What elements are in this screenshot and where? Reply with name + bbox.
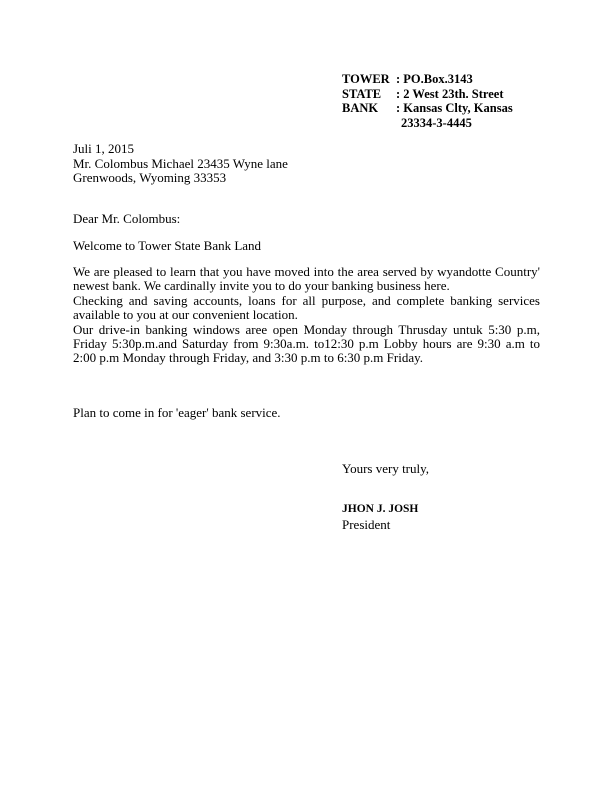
- sender-tower-label: TOWER: [342, 72, 390, 86]
- sender-state-label: STATE: [342, 86, 382, 101]
- sender-state-row: [342, 87, 513, 102]
- complimentary-close: Yours very truly,: [342, 461, 430, 476]
- sender-tower-row: [342, 72, 513, 87]
- sender-zip: 23334-3-4445: [401, 115, 472, 130]
- letter-date: Juli 1, 2015: [73, 141, 135, 156]
- body-paragraph-1: We are pleased to learn that you have moved into the area served by wyandotte Country' newest bank. We cardinally invite you to do your banking business here.: [73, 264, 540, 294]
- sender-bank-value: : Kansas Clty, Kansas: [396, 101, 513, 115]
- sender-address-block: [342, 72, 513, 130]
- sender-state-value: : 2 West 23th. Street: [396, 86, 504, 101]
- welcome-line: Welcome to Tower State Bank Land: [73, 238, 262, 253]
- recipient-name-address: Mr. Colombus Michael 23435 Wyne lane: [73, 155, 288, 171]
- body-paragraph-2: Checking and saving accounts, loans for all purpose, and complete banking services available to you at our convenient location.: [73, 292, 540, 323]
- signer-title: President: [342, 517, 391, 532]
- recipient-block: [73, 142, 288, 186]
- salutation: Dear Mr. Colombus:: [73, 211, 181, 226]
- sender-bank-label: BANK: [342, 101, 379, 115]
- closing-line: Plan to come in for 'eager' bank service.: [73, 405, 281, 420]
- sender-bank-row: [342, 101, 513, 116]
- body-paragraph-3: Our drive-in banking windows aree open Monday through Thrusday untuk 5:30 p.m, Friday 5:30p.m.and Saturday from 9:30a.m. to12:30 p.m Lobby hours are 9:30 a.m to 2:00 p.m Monday through Friday, and 3:30 p.m to 6:30 p.m Friday.: [73, 321, 540, 366]
- signer-name: JHON J. JOSH: [342, 503, 419, 515]
- letter-body: [73, 265, 540, 366]
- recipient-city: Grenwoods, Wyoming 33353: [73, 170, 227, 185]
- sender-tower-value: : PO.Box.3143: [396, 72, 473, 86]
